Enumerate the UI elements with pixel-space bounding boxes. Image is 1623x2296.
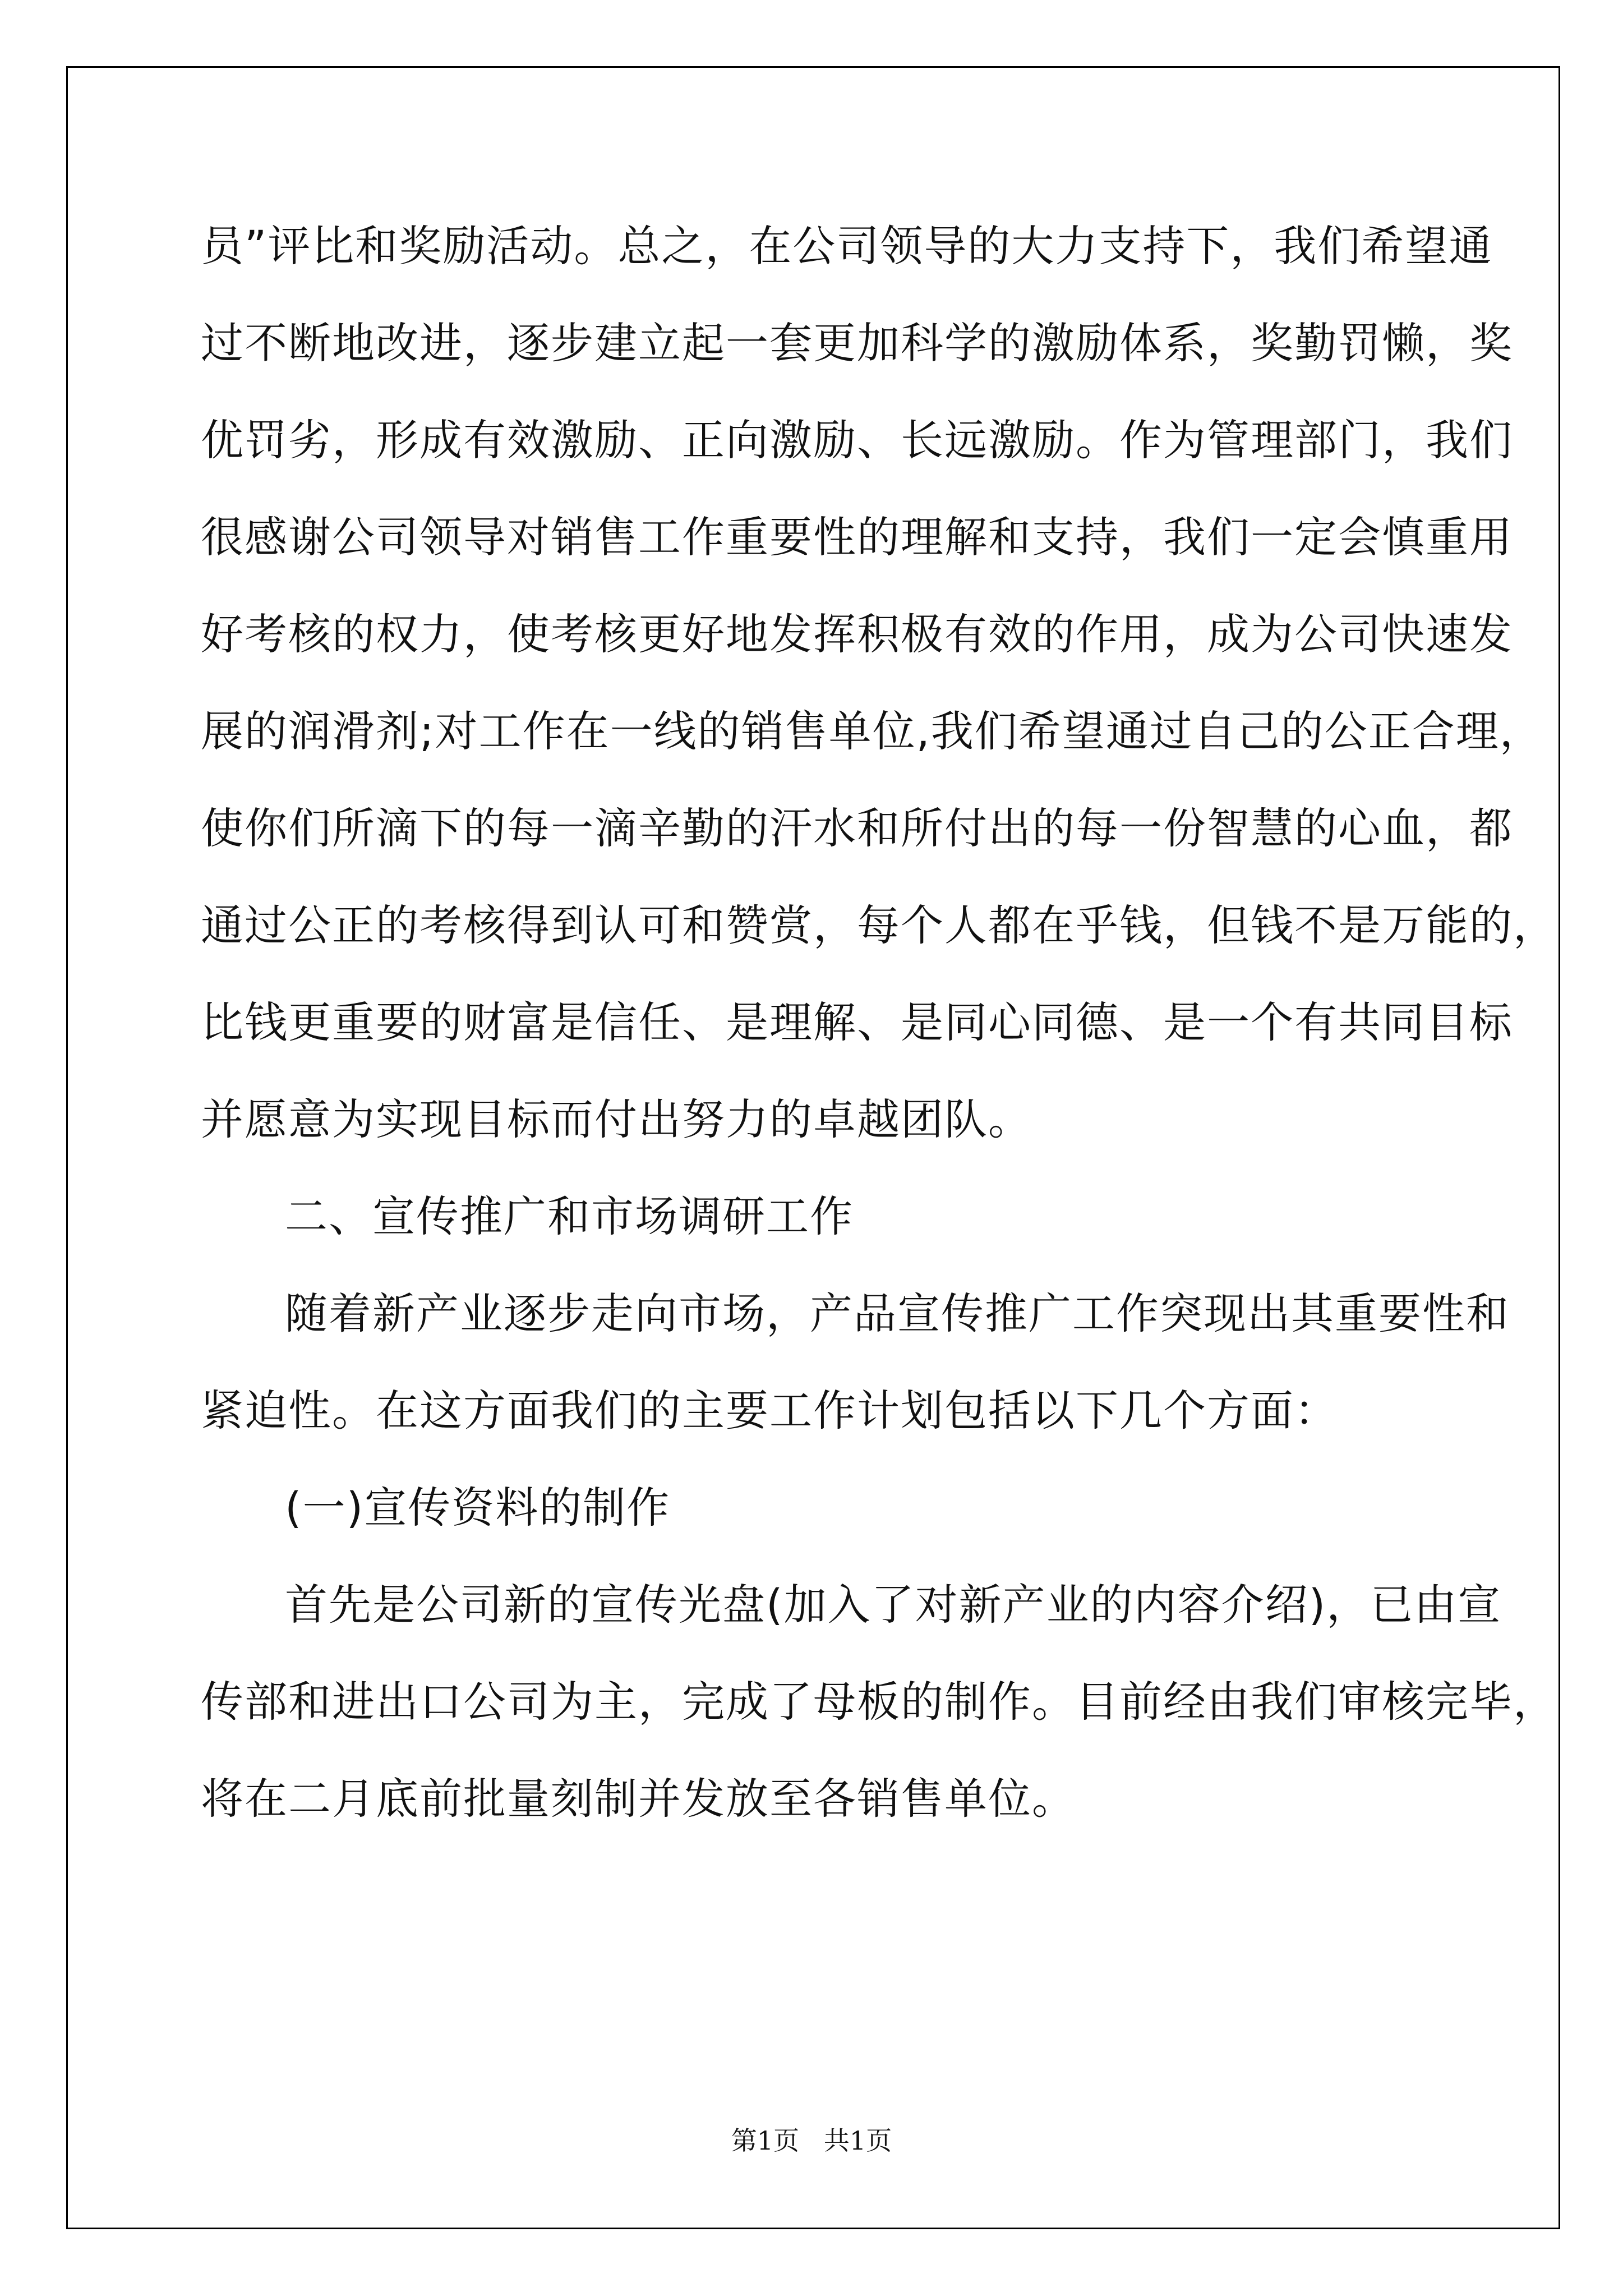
text-line: 好考核的权力，使考核更好地发挥积极有效的作用，成为公司快速发 [201,609,1513,659]
text-line: 优罚劣，形成有效激励、正向激励、长远激励。作为管理部门，我们 [201,415,1513,465]
document-body [201,221,1557,1871]
text-line: 过不断地改进，逐步建立起一套更加科学的激励体系，奖勤罚懒，奖 [201,318,1513,368]
text-line: 并愿意为实现目标而付出努力的卓越团队。 [201,1094,1032,1144]
subsection-heading: (一)宣传资料的制作 [285,1483,671,1533]
text-line: 随着新产业逐步走向市场，产品宣传推广工作突现出其重要性和 [285,1289,1510,1338]
text-line: 员”评比和奖励活动。总之，在公司领导的大力支持下，我们希望通 [201,221,1493,271]
text-line: 展的润滑剂;对工作在一线的销售单位,我们希望通过自己的公正合理， [201,706,1543,756]
text-line: 紧迫性。在这方面我们的主要工作计划包括以下几个方面： [201,1386,1338,1435]
text-line: 将在二月底前批量刻制并发放至各销售单位。 [201,1774,1076,1824]
text-line: 使你们所滴下的每一滴辛勤的汗水和所付出的每一份智慧的心血，都 [201,803,1513,853]
text-line: 首先是公司新的宣传光盘(加入了对新产业的内容介绍)，已由宣 [285,1580,1502,1630]
text-line: 很感谢公司领导对销售工作重要性的理解和支持，我们一定会慎重用 [201,512,1513,562]
section-heading: 二、宣传推广和市场调研工作 [285,1191,854,1241]
text-line: 传部和进出口公司为主，完成了母板的制作。目前经由我们审核完毕， [201,1677,1557,1727]
text-line: 通过公正的考核得到认可和赞赏，每个人都在乎钱，但钱不是万能的， [201,900,1557,950]
page-number-footer: 第1页 共1页 [731,2125,892,2156]
text-line: 比钱更重要的财富是信任、是理解、是同心同德、是一个有共同目标 [201,997,1513,1047]
